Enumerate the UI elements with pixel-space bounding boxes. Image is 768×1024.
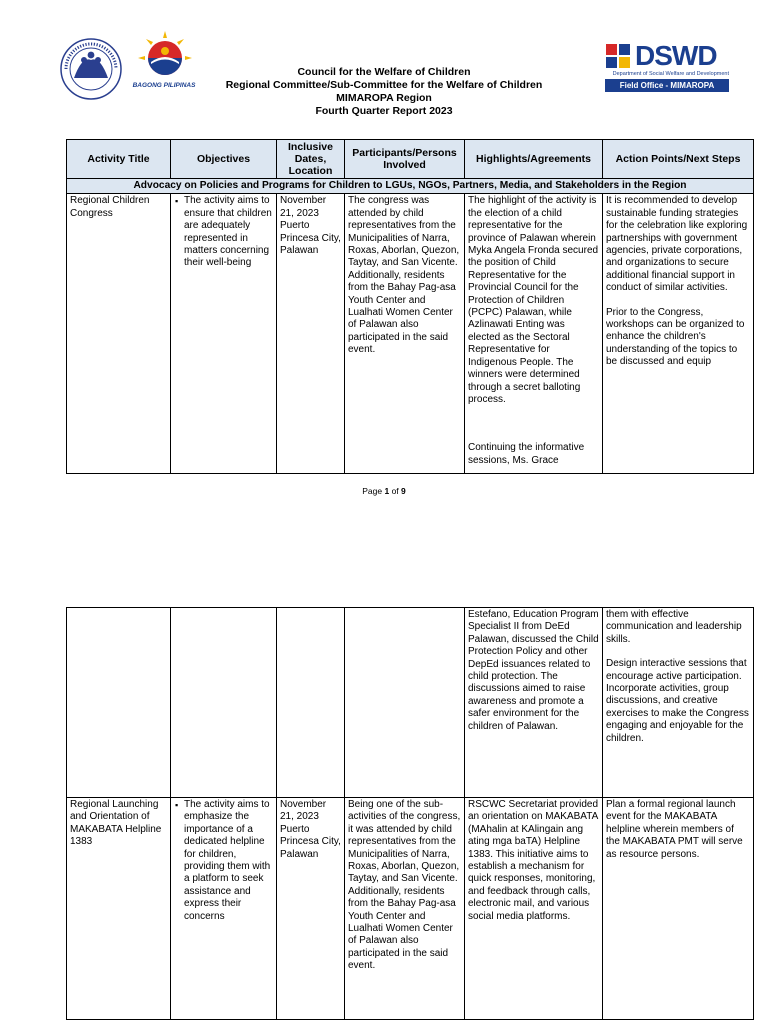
section-title: Advocacy on Policies and Programs for Children to LGUs, NGOs, Partners, Media, and Stakeholders in the Region bbox=[67, 179, 754, 194]
report-header bbox=[184, 66, 584, 118]
report-table-page-1 bbox=[66, 139, 754, 474]
objectives-cell bbox=[171, 194, 277, 474]
header-line-committee: Regional Committee/Sub-Committee for the Welfare of Children bbox=[225, 79, 543, 91]
highlights-cell: RSCWC Secretariat provided an orientation on MAKABATA (MAhalin at KAlingain ang ating mga baTA) Helpline 1383. This initiative aims to establish a mechanism for quick responses, monitoring, and feedback through calls, electronic mail, and various social media platforms. bbox=[465, 798, 603, 1020]
page-gap bbox=[0, 524, 768, 542]
activity-title-cell: Regional Children Congress bbox=[67, 194, 171, 474]
col-header-participants: Participants/Persons Involved bbox=[345, 140, 465, 179]
activity-title-cell-empty bbox=[67, 608, 171, 798]
dswd-wordmark: DSWD bbox=[635, 40, 717, 71]
participants-cell: The congress was attended by child representatives from the Municipalities of Narra, Roxas, Aborlan, Quezon, Taytay, and San Vicente. Additionally, residents from the Bahay Pag-asa Youth Center and Lualhati Women Center of Palawan also participated in the said event. bbox=[345, 194, 465, 474]
highlights-cell bbox=[465, 194, 603, 474]
action-paragraph: Prior to the Congress, workshops can be organized to enhance the children's understanding of the topics to be discussed and equip bbox=[606, 306, 745, 368]
header-line-report: Fourth Quarter Report 2023 bbox=[315, 105, 453, 117]
objectives-cell bbox=[171, 798, 277, 1020]
action-paragraph: them with effective communication and leadership skills. bbox=[606, 609, 742, 645]
table-row-continued bbox=[67, 608, 754, 798]
page-number: Page 1 of 9 bbox=[362, 486, 406, 496]
action-points-cell bbox=[603, 194, 754, 474]
dswd-logo bbox=[605, 42, 729, 92]
participants-cell: Being one of the sub-activities of the congress, it was attended by child representatives from the Municipalities of Narra, Roxas, Aborlan, Quezon, Taytay, and San Vicente. Additionally, residents from the Bahay Pag-asa Youth Center and Lualhati Women Center of Palawan also participated in the said event. bbox=[345, 798, 465, 1020]
header-line-council: Council for the Welfare of Children bbox=[297, 66, 471, 78]
col-header-activity-title: Activity Title bbox=[67, 140, 171, 179]
highlight-paragraph: Continuing the informative sessions, Ms. Grace bbox=[468, 442, 585, 466]
dates-location-cell: November 21, 2023 Puerto Princesa City, Palawan bbox=[277, 798, 345, 1020]
objectives-cell-empty bbox=[171, 608, 277, 798]
activity-title-cell: Regional Launching and Orientation of MAKABATA Helpline 1383 bbox=[67, 798, 171, 1020]
dswd-field-office: Field Office - MIMAROPA bbox=[605, 79, 729, 92]
action-points-cell: Plan a formal regional launch event for the MAKABATA helpline wherein members of the MAKABATA PMT will serve as resource persons. bbox=[603, 798, 754, 1020]
dates-location-cell: November 21, 2023 Puerto Princesa City, Palawan bbox=[277, 194, 345, 474]
page-2 bbox=[0, 542, 768, 1024]
col-header-action-points: Action Points/Next Steps bbox=[603, 140, 754, 179]
cwc-seal-logo bbox=[60, 38, 122, 105]
dswd-subtitle: Department of Social Welfare and Development bbox=[612, 71, 729, 77]
highlights-cell: Estefano, Education Program Specialist II from DeEd Palawan, discussed the Child Protection Policy and other DepEd issuances related to child protection. The discussions aimed to raise awareness and promote a safer environment for the children of Palawan. bbox=[465, 608, 603, 798]
action-points-cell bbox=[603, 608, 754, 798]
table-row bbox=[67, 194, 754, 474]
action-paragraph: It is recommended to develop sustainable funding strategies for the celebration like exploring partnerships with government agencies, private corporations, and organizations to secure additional financial support in conduct of similar activities. bbox=[606, 195, 748, 294]
participants-cell-empty bbox=[345, 608, 465, 798]
bagong-pilipinas-label: BAGONG PILIPINAS bbox=[132, 82, 196, 89]
action-paragraph: Design interactive sessions that encourage active participation. Incorporate activities, group discussions, and creative exercises to make the Congress engaging and enjoyable for the children. bbox=[606, 658, 749, 744]
objective-item: ▪ The activity aims to emphasize the importance of a dedicated helpline for children, providing them with a platform to seek assistance and express their concerns bbox=[174, 799, 273, 923]
dswd-emblem-icon bbox=[605, 43, 631, 69]
dates-location-cell-empty bbox=[277, 608, 345, 798]
col-header-dates-location: Inclusive Dates, Location bbox=[277, 140, 345, 179]
col-header-objectives: Objectives bbox=[171, 140, 277, 179]
col-header-highlights: Highlights/Agreements bbox=[465, 140, 603, 179]
table-header-row bbox=[67, 140, 754, 179]
section-row bbox=[67, 179, 754, 194]
objective-item: ▪ The activity aims to ensure that children are adequately represented in matters concerning their well-being bbox=[174, 195, 273, 269]
report-table-page-2 bbox=[66, 607, 754, 1020]
header-line-region: MIMAROPA Region bbox=[336, 92, 432, 104]
highlight-paragraph: The highlight of the activity is the election of a child representative for the province of Palawan wherein Myka Angela Fronda secured the position of Child Representative for the Provincial Council for the Protection of Children (PCPC) Palawan, while Azlinawati Enting was elected as the Sectoral Representative for Indigenous People. The winners were determined through a secret balloting process. bbox=[468, 195, 599, 405]
table-row bbox=[67, 798, 754, 1020]
